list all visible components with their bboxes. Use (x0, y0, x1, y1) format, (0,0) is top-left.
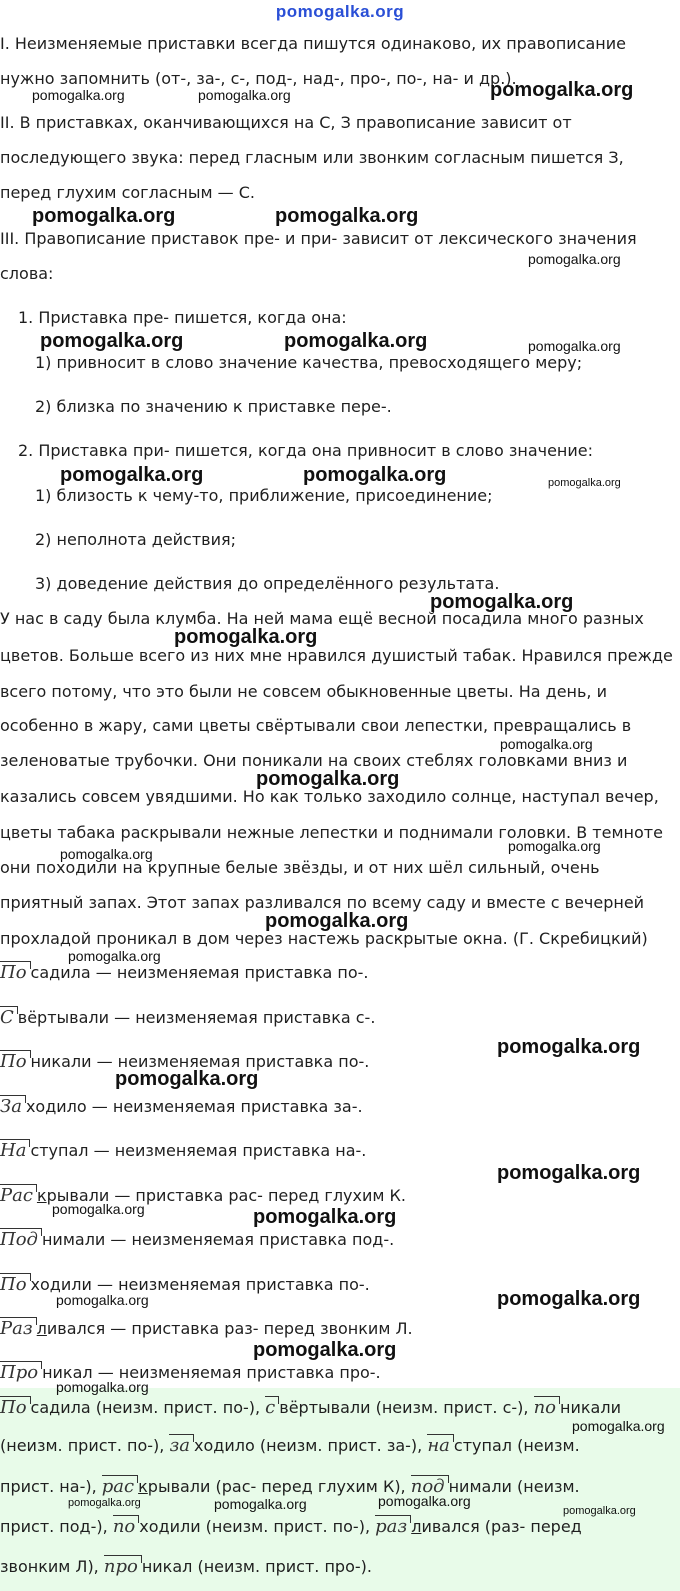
watermark: pomogalka.org (378, 1493, 471, 1509)
prefix-mark: по (534, 1398, 560, 1418)
watermark: pomogalka.org (253, 1339, 397, 1361)
analysis-text: ступал — неизменяемая приставка на-. (30, 1141, 367, 1160)
pre-rule-item-1: 1) привносит в слово значение качества, превосходящего меру; (35, 353, 583, 372)
text-line-8: они походили на крупные белые звёзды, и от них шёл сильный, очень (0, 858, 600, 877)
analysis-text: вёртывали — неизменяемая приставка с-. (17, 1008, 376, 1027)
watermark: pomogalka.org (497, 1288, 641, 1310)
watermark: pomogalka.org (115, 1068, 259, 1090)
watermark: pomogalka.org (303, 464, 447, 486)
answer-text: вёртывали (неизм. прист. с-), (279, 1398, 534, 1417)
watermark: pomogalka.org (52, 1201, 145, 1217)
analysis-row (0, 1319, 413, 1339)
answer-text: ступал (неизм. (453, 1436, 580, 1455)
analysis-text: ходило — неизменяемая приставка за-. (25, 1097, 363, 1116)
text-line-2: цветов. Больше всего из них мне нравился душистый табак. Нравился прежде (0, 646, 673, 665)
watermark: pomogalka.org (490, 79, 634, 101)
prefix-mark: Про (0, 1363, 42, 1383)
rule-3-line-1: III. Правописание приставок пре- и при- зависит от лексического значения (0, 229, 637, 248)
analysis-text: никал — неизменяемая приставка про-. (42, 1363, 381, 1382)
prefix-mark: с (265, 1398, 279, 1418)
watermark: pomogalka.org (497, 1162, 641, 1184)
answer-text: садила (неизм. прист. по-), (30, 1398, 266, 1417)
analysis-text: рывали — приставка рас- перед глухим К. (46, 1186, 406, 1205)
pri-rule-title: 2. Приставка при- пишется, когда она привносит в слово значение: (18, 441, 594, 460)
watermark: pomogalka.org (563, 1505, 636, 1517)
watermark: pomogalka.org (528, 338, 621, 354)
text-line-1: У нас в саду была клумба. На ней мама ещё весной посадила много разных (0, 609, 644, 628)
rule-1-line-2: нужно запомнить (от-, за-, с-, под-, над-, про-, по-, на- и др.). (0, 69, 517, 88)
answer-line-5 (0, 1557, 372, 1577)
watermark: pomogalka.org (32, 205, 176, 227)
text-line-5: зеленоватые трубочки. Они поникали на своих стеблях головками вниз и (0, 751, 628, 770)
prefix-mark: По (0, 963, 31, 983)
analysis-row (0, 1230, 394, 1250)
watermark: pomogalka.org (275, 205, 419, 227)
prefix-mark: про (104, 1557, 142, 1577)
analysis-text: ивался — приставка раз- перед звонким Л. (46, 1319, 413, 1338)
pri-rule-item-2: 2) неполнота действия; (35, 530, 237, 549)
watermark: pomogalka.org (60, 464, 204, 486)
watermark: pomogalka.org (68, 1497, 141, 1509)
text-line-4: особенно в жару, сами цветы свёртывали свои лепестки, превращались в (0, 716, 632, 735)
prefix-mark: раз (375, 1517, 411, 1537)
watermark: pomogalka.org (497, 1036, 641, 1058)
watermark: pomogalka.org (284, 330, 428, 352)
text-line-9: приятный запах. Этот запах разливался по всему саду и вместе с вечерней (0, 893, 645, 912)
answer-text: (неизм. прист. по-), (0, 1436, 170, 1455)
prefix-mark: На (0, 1141, 30, 1161)
text-line-7: цветы табака раскрывали нежные лепестки и поднимали головки. В темноте (0, 823, 663, 842)
rule-2-line-2: последующего звука: перед гласным или звонким согласным пишется З, (0, 148, 624, 167)
rule-2-line-1: II. В приставках, оканчивающихся на С, З правописание зависит от (0, 113, 572, 132)
watermark: pomogalka.org (32, 87, 125, 103)
watermark: pomogalka.org (60, 846, 153, 862)
prefix-mark: С (0, 1008, 18, 1028)
prefix-mark: рас (102, 1477, 138, 1497)
prefix-mark: По (0, 1052, 31, 1072)
answer-text: ходило (неизм. прист. за-), (194, 1436, 428, 1455)
watermark: pomogalka.org (528, 251, 621, 267)
next-letter: к (138, 1477, 148, 1496)
prefix-mark: За (0, 1097, 26, 1117)
prefix-mark: По (0, 1275, 31, 1295)
prefix-mark: Рас (0, 1186, 37, 1206)
analysis-text: никали — неизменяемая приставка по-. (30, 1052, 370, 1071)
prefix-mark: По (0, 1398, 31, 1418)
rule-1-line-1: I. Неизменяемые приставки всегда пишутся одинаково, их правописание (0, 34, 627, 53)
watermark: pomogalka.org (198, 87, 291, 103)
prefix-mark: Раз (0, 1319, 37, 1339)
answer-text: никали (560, 1398, 621, 1417)
analysis-row (0, 963, 368, 983)
pre-rule-item-2: 2) близка по значению к приставке пере-. (35, 397, 392, 416)
next-letter: л (36, 1319, 47, 1338)
watermark: pomogalka.org (253, 1206, 397, 1228)
watermark: pomogalka.org (174, 626, 318, 648)
answer-text: нимали (неизм. (448, 1477, 580, 1496)
site-logo[interactable]: pomogalka.org (275, 2, 405, 21)
watermark: pomogalka.org (256, 768, 400, 790)
prefix-mark: по (113, 1517, 139, 1537)
text-line-3: всего потому, что это были не совсем обыкновенные цветы. На день, и (0, 682, 607, 701)
watermark: pomogalka.org (68, 948, 161, 964)
analysis-row (0, 1008, 375, 1028)
answer-text: ивался (раз- перед (421, 1517, 582, 1536)
answer-text: ходили (неизм. прист. по-), (139, 1517, 376, 1536)
answer-line-2 (0, 1436, 580, 1456)
watermark: pomogalka.org (56, 1379, 149, 1395)
watermark: pomogalka.org (56, 1292, 149, 1308)
answer-text: рывали (рас- перед глухим К), (147, 1477, 411, 1496)
pri-rule-item-1: 1) близость к чему-то, приближение, присоединение; (35, 486, 493, 505)
rule-3-line-2: слова: (0, 264, 54, 283)
analysis-text: ходили — неизменяемая приставка по-. (30, 1275, 370, 1294)
text-line-6: казались совсем увядшими. Но как только заходило солнце, наступал вечер, (0, 787, 659, 806)
next-letter: л (411, 1517, 422, 1536)
watermark: pomogalka.org (214, 1496, 307, 1512)
watermark: pomogalka.org (40, 330, 184, 352)
prefix-mark: на (427, 1436, 454, 1456)
rule-2-line-3: перед глухим согласным — С. (0, 183, 255, 202)
prefix-mark: Под (0, 1230, 42, 1250)
watermark: pomogalka.org (430, 591, 574, 613)
next-letter: к (36, 1186, 47, 1205)
analysis-text: садила — неизменяемая приставка по-. (30, 963, 369, 982)
watermark: pomogalka.org (508, 838, 601, 854)
answer-line-4 (0, 1517, 582, 1537)
text-line-10: прохладой проникал в дом через настежь раскрытые окна. (Г. Скребицкий) (0, 929, 648, 948)
watermark: pomogalka.org (572, 1418, 665, 1434)
answer-line-1 (0, 1398, 621, 1418)
watermark: pomogalka.org (500, 736, 593, 752)
analysis-text: нимали — неизменяемая приставка под-. (41, 1230, 395, 1249)
answer-text: звонким Л), (0, 1557, 104, 1576)
analysis-row (0, 1141, 366, 1161)
watermark: pomogalka.org (265, 910, 409, 932)
pre-rule-title: 1. Приставка пре- пишется, когда она: (18, 308, 347, 327)
pri-rule-item-3: 3) доведение действия до определённого результата. (35, 574, 500, 593)
answer-line-3 (0, 1477, 580, 1497)
answer-text: никал (неизм. прист. про-). (141, 1557, 372, 1576)
answer-text: прист. под-), (0, 1517, 113, 1536)
prefix-mark: под (411, 1477, 449, 1497)
answer-text: прист. на-), (0, 1477, 102, 1496)
prefix-mark: за (169, 1436, 194, 1456)
analysis-row (0, 1097, 363, 1117)
watermark: pomogalka.org (548, 477, 621, 489)
